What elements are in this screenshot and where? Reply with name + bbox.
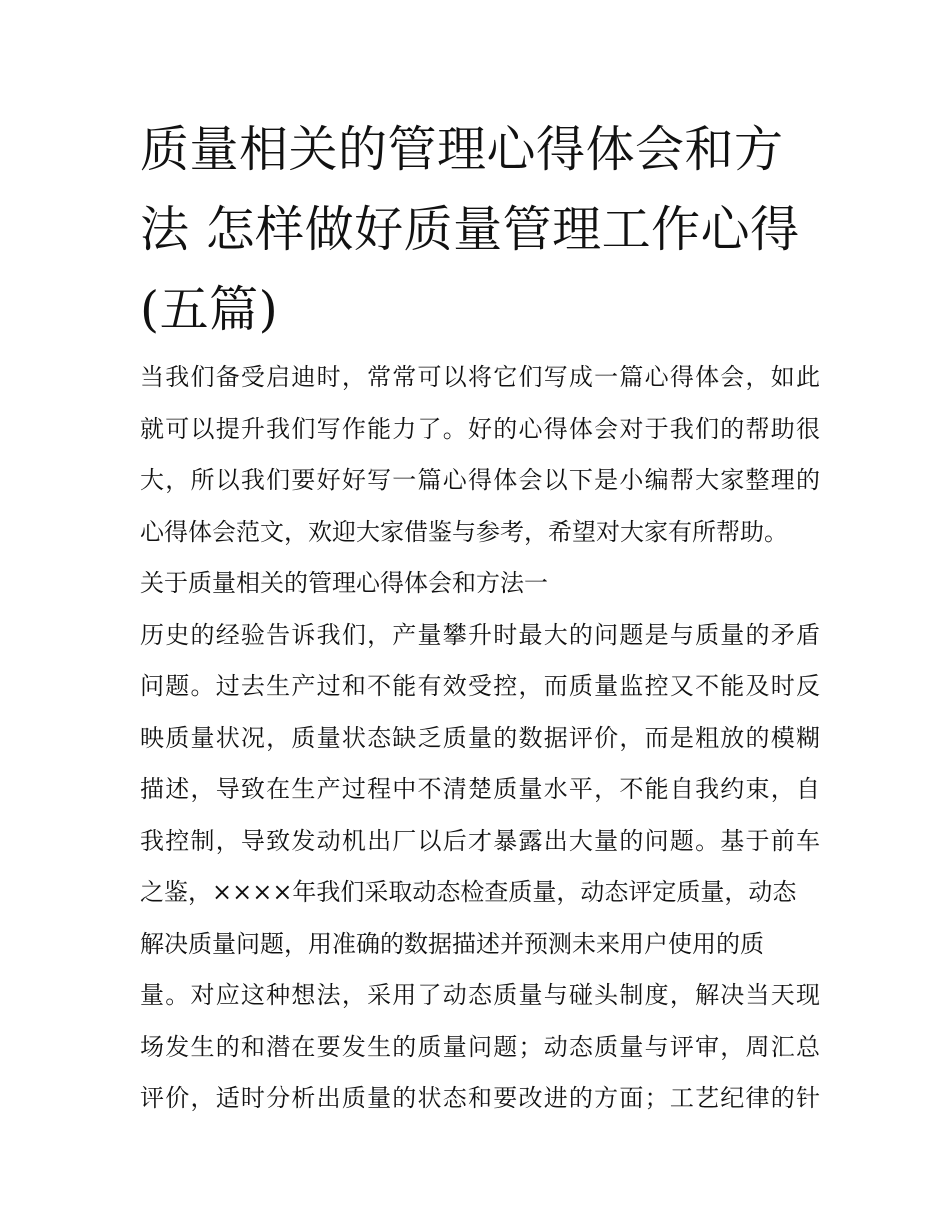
body-line: 大，所以我们要好好写一篇心得体会以下是小编帮大家整理的: [140, 466, 820, 494]
body-line: 映质量状况，质量状态缺乏质量的数据评价，而是粗放的模糊: [140, 723, 820, 752]
body-line: 当我们备受启迪时，常常可以将它们写成一篇心得体会，如此: [140, 363, 820, 391]
title-line: 法 怎样做好质量管理工作心得: [140, 201, 800, 258]
document-body: [140, 352, 820, 1125]
body-line: 心得体会范文，欢迎大家借鉴与参考，希望对大家有所帮助。: [140, 517, 788, 546]
section-heading: 关于质量相关的管理心得体会和方法一: [140, 569, 548, 597]
body-line: 问题。过去生产过和不能有效受控，而质量监控又不能及时反: [140, 672, 820, 700]
title-line: (五篇): [140, 281, 279, 338]
body-line: 描述，导致在生产过程中不清楚质量水平，不能自我约束，自: [140, 775, 820, 803]
body-line: 评价，适时分析出质量的状态和要改进的方面；工艺纪律的针: [140, 1084, 820, 1112]
body-line: 解决质量问题，用准确的数据描述并预测未来用户使用的质: [140, 929, 764, 958]
body-line: 之鉴，××××年我们采取动态检查质量，动态评定质量，动态: [140, 878, 797, 906]
body-line: 量。对应这种想法，采用了动态质量与碰头制度，解决当天现: [140, 981, 820, 1009]
body-line: 历史的经验告诉我们，产量攀升时最大的问题是与质量的矛盾: [140, 620, 820, 649]
document-title: [140, 110, 820, 350]
body-line: 场发生的和潜在要发生的质量问题；动态质量与评审，周汇总: [140, 1032, 820, 1061]
body-line: 我控制，导致发动机出厂以后才暴露出大量的问题。基于前车: [140, 826, 820, 855]
title-line: 质量相关的管理心得体会和方: [140, 121, 784, 178]
body-line: 就可以提升我们写作能力了。好的心得体会对于我们的帮助很: [140, 414, 820, 443]
